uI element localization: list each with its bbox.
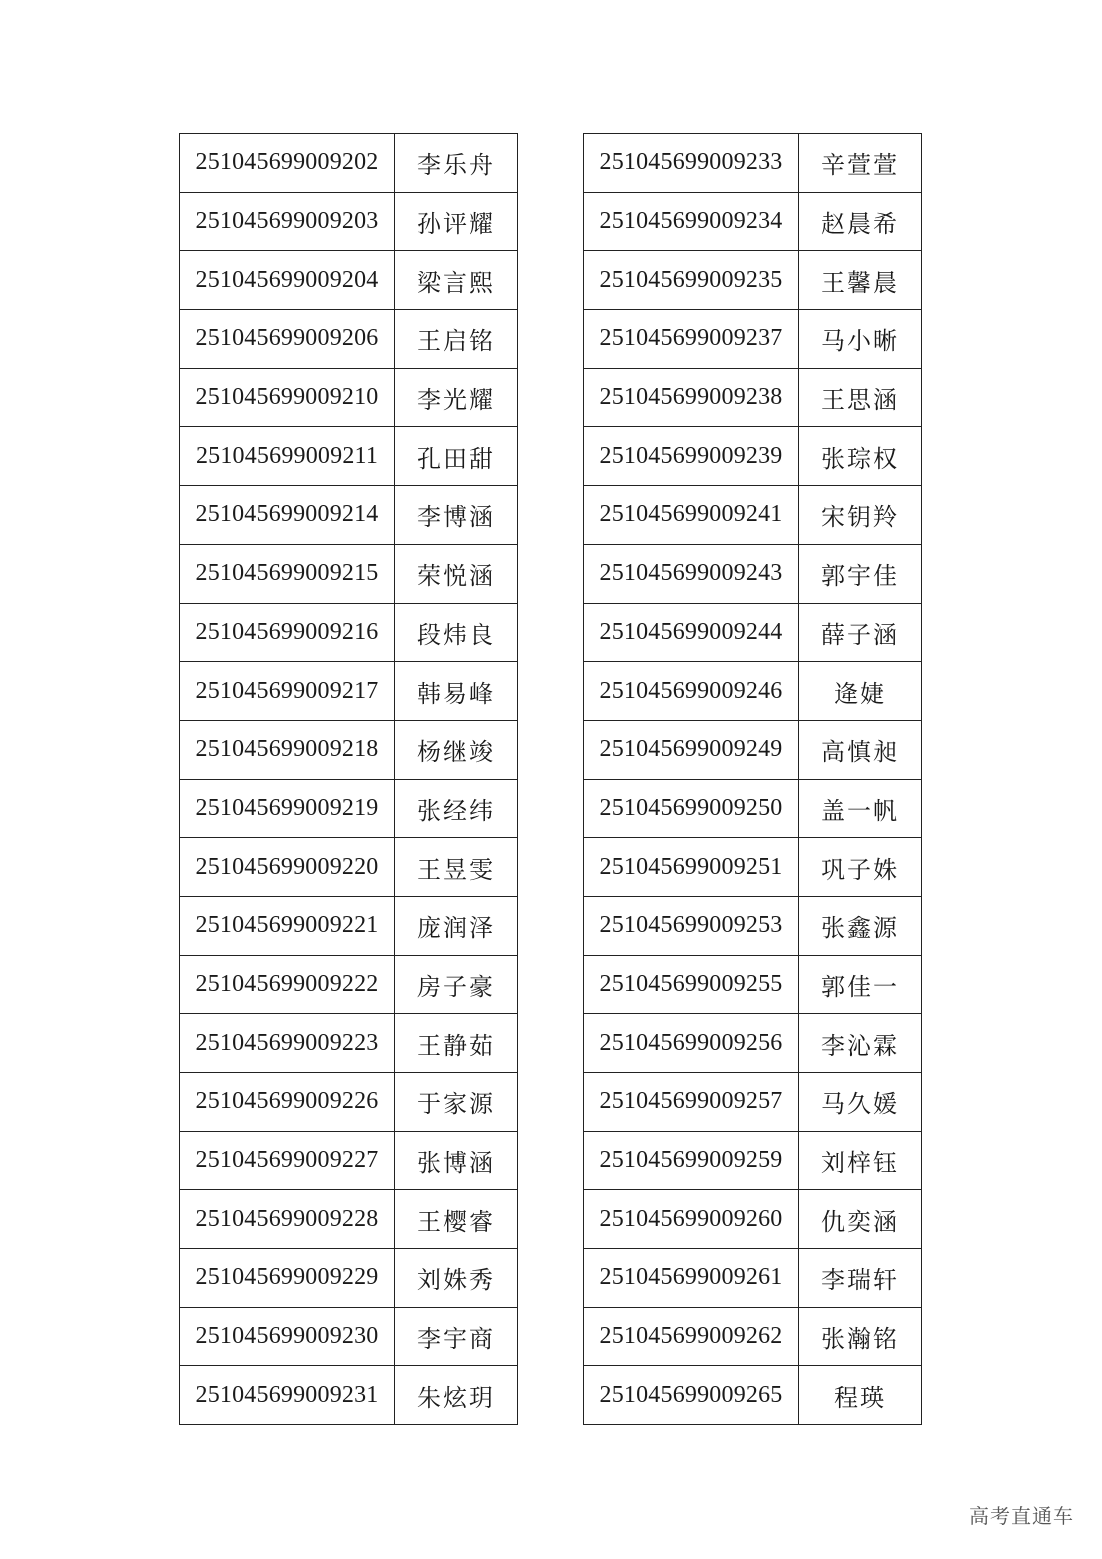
table-row [180,1249,518,1308]
table-row [584,1131,922,1190]
candidate-name-cell: 巩子姝 [799,838,922,897]
candidate-name-cell: 段炜良 [395,603,518,662]
candidate-id-cell: 251045699009217 [180,662,395,721]
candidate-name-cell: 李沁霖 [799,1014,922,1073]
candidate-id-cell: 251045699009220 [180,838,395,897]
table-row [584,1249,922,1308]
candidate-name-cell: 朱炫玥 [395,1366,518,1425]
candidate-id-cell: 251045699009230 [180,1307,395,1366]
roster-table-left [179,133,518,1425]
candidate-name-cell: 李乐舟 [395,134,518,193]
table-row [584,779,922,838]
candidate-id-cell: 251045699009215 [180,544,395,603]
candidate-id-cell: 251045699009211 [180,427,395,486]
table-row [180,720,518,779]
table-row [584,368,922,427]
candidate-id-cell: 251045699009253 [584,896,799,955]
table-row [180,368,518,427]
table-row [180,486,518,545]
table-row [180,251,518,310]
table-row [180,192,518,251]
candidate-id-cell: 251045699009250 [584,779,799,838]
candidate-id-cell: 251045699009203 [180,192,395,251]
watermark-text: 高考直通车 [969,1504,1074,1528]
candidate-id-cell: 251045699009251 [584,838,799,897]
candidate-id-cell: 251045699009221 [180,896,395,955]
table-row [584,192,922,251]
candidate-id-cell: 251045699009223 [180,1014,395,1073]
table-row [584,838,922,897]
candidate-name-cell: 孔田甜 [395,427,518,486]
candidate-id-cell: 251045699009210 [180,368,395,427]
candidate-id-cell: 251045699009234 [584,192,799,251]
candidate-id-cell: 251045699009228 [180,1190,395,1249]
candidate-id-cell: 251045699009246 [584,662,799,721]
table-row [180,662,518,721]
candidate-name-cell: 刘姝秀 [395,1249,518,1308]
candidate-id-cell: 251045699009218 [180,720,395,779]
table-row [180,1073,518,1132]
candidate-id-cell: 251045699009259 [584,1131,799,1190]
candidate-id-cell: 251045699009239 [584,427,799,486]
table-row [584,1307,922,1366]
candidate-name-cell: 梁言熙 [395,251,518,310]
table-row [180,955,518,1014]
candidate-name-cell: 于家源 [395,1073,518,1132]
candidate-name-cell: 王静茹 [395,1014,518,1073]
candidate-id-cell: 251045699009262 [584,1307,799,1366]
table-row [180,1366,518,1425]
candidate-id-cell: 251045699009237 [584,310,799,369]
table-row [180,310,518,369]
table-row [584,720,922,779]
table-row [584,251,922,310]
roster-table-right-body [584,134,922,1425]
candidate-id-cell: 251045699009204 [180,251,395,310]
candidate-id-cell: 251045699009219 [180,779,395,838]
candidate-name-cell: 程瑛 [799,1366,922,1425]
candidate-name-cell: 李瑞轩 [799,1249,922,1308]
candidate-name-cell: 王馨晨 [799,251,922,310]
candidate-id-cell: 251045699009233 [584,134,799,193]
candidate-name-cell: 庞润泽 [395,896,518,955]
table-row [584,427,922,486]
candidate-name-cell: 张鑫源 [799,896,922,955]
candidate-name-cell: 王启铭 [395,310,518,369]
table-row [584,1190,922,1249]
candidate-id-cell: 251045699009235 [584,251,799,310]
candidate-id-cell: 251045699009261 [584,1249,799,1308]
table-row [584,1366,922,1425]
candidate-name-cell: 王樱睿 [395,1190,518,1249]
candidate-id-cell: 251045699009229 [180,1249,395,1308]
candidate-name-cell: 荣悦涵 [395,544,518,603]
table-row [584,544,922,603]
table-row [180,1131,518,1190]
candidate-name-cell: 赵晨希 [799,192,922,251]
candidate-name-cell: 郭佳一 [799,955,922,1014]
candidate-id-cell: 251045699009226 [180,1073,395,1132]
table-row [584,134,922,193]
candidate-name-cell: 宋钥羚 [799,486,922,545]
table-row [584,603,922,662]
candidate-id-cell: 251045699009243 [584,544,799,603]
candidate-id-cell: 251045699009256 [584,1014,799,1073]
candidate-name-cell: 逄婕 [799,662,922,721]
table-row [584,310,922,369]
table-row [180,427,518,486]
table-row [584,1014,922,1073]
candidate-name-cell: 郭宇佳 [799,544,922,603]
candidate-name-cell: 王昱雯 [395,838,518,897]
table-row [180,544,518,603]
table-row [180,1014,518,1073]
table-row [180,134,518,193]
candidate-name-cell: 张博涵 [395,1131,518,1190]
candidate-name-cell: 李宇商 [395,1307,518,1366]
candidate-name-cell: 房子豪 [395,955,518,1014]
table-row [584,955,922,1014]
candidate-name-cell: 薛子涵 [799,603,922,662]
candidate-name-cell: 高慎昶 [799,720,922,779]
candidate-id-cell: 251045699009222 [180,955,395,1014]
table-row [180,1190,518,1249]
candidate-id-cell: 251045699009231 [180,1366,395,1425]
candidate-name-cell: 马久媛 [799,1073,922,1132]
roster-table-left-body [180,134,518,1425]
candidate-id-cell: 251045699009214 [180,486,395,545]
candidate-name-cell: 盖一帆 [799,779,922,838]
roster-table-right [583,133,922,1425]
table-row [180,779,518,838]
table-row [584,662,922,721]
table-row [180,1307,518,1366]
table-row [584,896,922,955]
candidate-name-cell: 杨继竣 [395,720,518,779]
candidate-name-cell: 孙评耀 [395,192,518,251]
table-row [584,486,922,545]
candidate-id-cell: 251045699009227 [180,1131,395,1190]
candidate-name-cell: 李博涵 [395,486,518,545]
candidate-id-cell: 251045699009257 [584,1073,799,1132]
candidate-name-cell: 马小晰 [799,310,922,369]
table-row [180,838,518,897]
candidate-id-cell: 251045699009260 [584,1190,799,1249]
candidate-id-cell: 251045699009241 [584,486,799,545]
candidate-name-cell: 王思涵 [799,368,922,427]
candidate-id-cell: 251045699009216 [180,603,395,662]
candidate-name-cell: 张经纬 [395,779,518,838]
candidate-name-cell: 刘梓钰 [799,1131,922,1190]
table-row [584,1073,922,1132]
candidate-name-cell: 李光耀 [395,368,518,427]
table-row [180,896,518,955]
table-row [180,603,518,662]
candidate-id-cell: 251045699009202 [180,134,395,193]
candidate-name-cell: 仇奕涵 [799,1190,922,1249]
candidate-id-cell: 251045699009255 [584,955,799,1014]
candidate-name-cell: 辛萱萱 [799,134,922,193]
candidate-name-cell: 韩易峰 [395,662,518,721]
candidate-id-cell: 251045699009244 [584,603,799,662]
candidate-id-cell: 251045699009265 [584,1366,799,1425]
candidate-id-cell: 251045699009238 [584,368,799,427]
candidate-id-cell: 251045699009206 [180,310,395,369]
candidate-id-cell: 251045699009249 [584,720,799,779]
candidate-name-cell: 张瀚铭 [799,1307,922,1366]
candidate-name-cell: 张琮权 [799,427,922,486]
